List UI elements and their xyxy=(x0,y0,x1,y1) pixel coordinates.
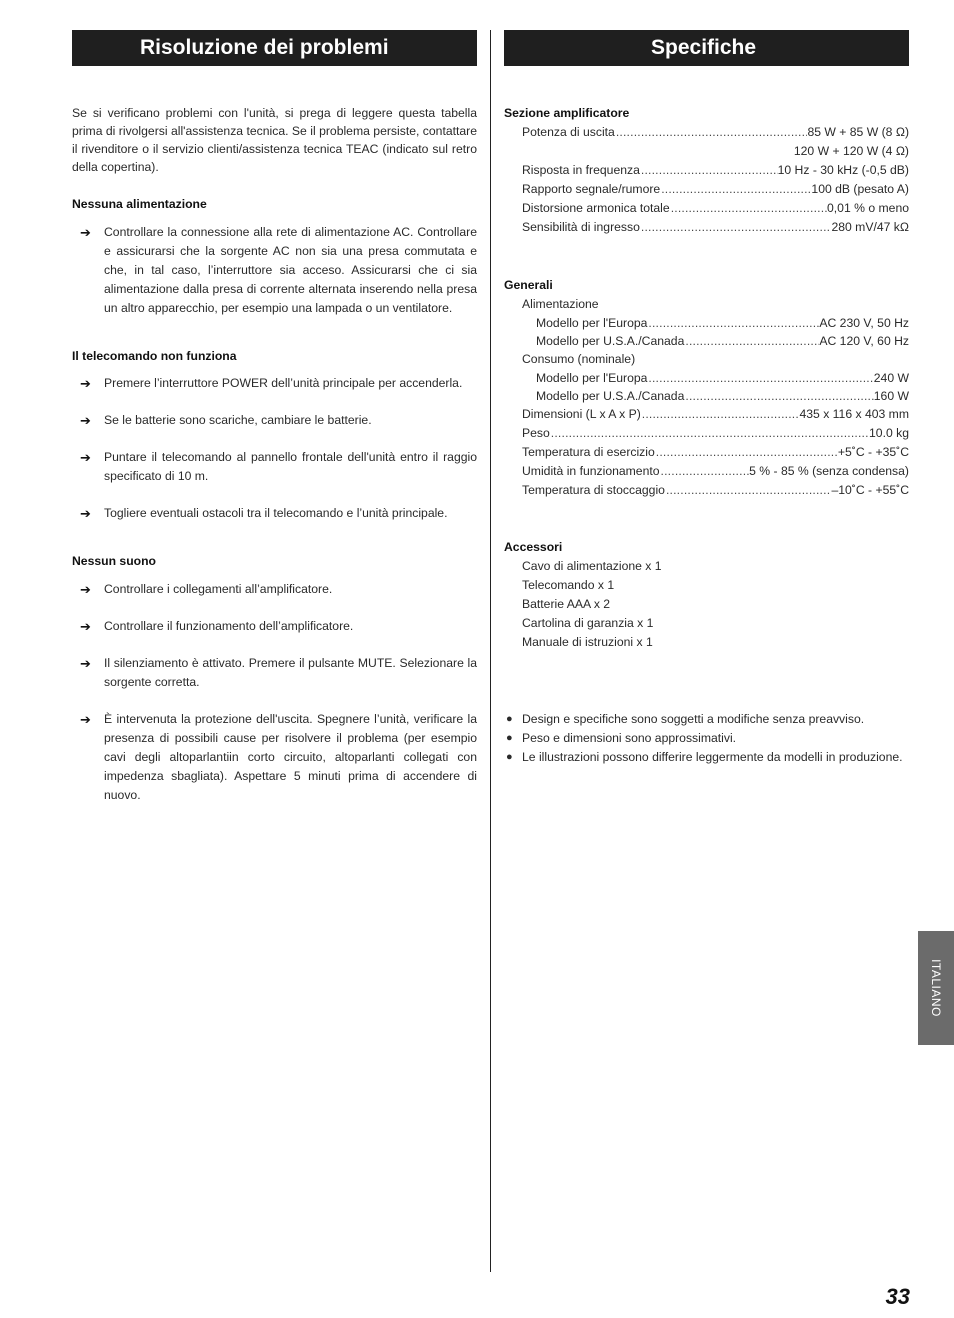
section-title-no-power: Nessuna alimentazione xyxy=(72,197,207,211)
leader-dots xyxy=(655,443,838,462)
spec-value: 240 W xyxy=(873,371,909,385)
specifications-title: Specifiche xyxy=(651,36,757,59)
item-text: Il silenziamento è attivato. Premere il pulsante MUTE. Selezionare la sorgente corretta. xyxy=(104,656,477,689)
spec-value: 5 % - 85 % (senza condensa) xyxy=(749,464,909,478)
accessory-item: Batterie AAA x 2 xyxy=(522,597,611,611)
list-item xyxy=(72,580,477,599)
section-title-remote: Il telecomando non funziona xyxy=(72,349,237,363)
section-title-accessories: Accessori xyxy=(504,540,563,554)
bullet-icon: ● xyxy=(506,751,513,763)
spec-value: AC 230 V, 50 Hz xyxy=(819,316,909,330)
item-text: È intervenuta la protezione dell'uscita. Spegnere l’unità, verificare la presenza di possibili cause per risolvere il problema (per esempio cavi degli altoparlantiin corto circuito, altoparlanti collegati con impedenza sbagliata). Aspettare 5 minuti prima di accendere di nuovo. xyxy=(104,712,477,802)
spec-value: 0,01 % o meno xyxy=(827,201,909,215)
troubleshooting-intro: Se si verificano problemi con l'unità, si prega di leggere questa tabella prima di rivolgersi all'assistenza tecnica. Se il problema persiste, contattare il rivenditore o il servizio clienti/assistenza tecnica TEAC (indicato sul retro della copertina). xyxy=(72,106,477,174)
bullet-icon: ● xyxy=(506,713,513,725)
list-item xyxy=(72,654,477,692)
section-title-amplifier: Sezione amplificatore xyxy=(504,106,630,120)
bullet-icon: ● xyxy=(506,732,513,744)
arrow-icon: ➔ xyxy=(80,376,91,391)
note-item xyxy=(504,710,909,729)
spec-label: Sensibilità di ingresso xyxy=(522,220,640,234)
language-label: ITALIANO xyxy=(929,959,943,1017)
list-item xyxy=(72,448,477,486)
spec-value: 280 mV/47 kΩ xyxy=(831,220,909,234)
spec-row xyxy=(504,218,909,237)
spec-label: Modello per U.S.A./Canada xyxy=(536,389,685,403)
specifications-column xyxy=(504,104,909,767)
spec-label: Rapporto segnale/rumore xyxy=(522,182,661,196)
note-item xyxy=(504,729,909,748)
arrow-icon: ➔ xyxy=(80,225,91,240)
leader-dots xyxy=(641,405,800,424)
power-label: Alimentazione xyxy=(522,297,599,311)
section-title-general: Generali xyxy=(504,278,553,292)
spec-label: Peso xyxy=(522,426,550,440)
accessory-item: Manuale di istruzioni x 1 xyxy=(522,635,653,649)
spec-label: Distorsione armonica totale xyxy=(522,201,670,215)
item-text: Premere l’interruttore POWER dell’unità principale per accenderla. xyxy=(104,376,463,390)
note-text: Peso e dimensioni sono approssimativi. xyxy=(522,731,737,745)
spec-row xyxy=(504,462,909,481)
spec-value: +5˚C - +35˚C xyxy=(837,445,909,459)
consumption-label: Consumo (nominale) xyxy=(522,352,636,366)
spec-value: –10˚C - +55˚C xyxy=(831,483,909,497)
leader-dots xyxy=(684,332,819,350)
leader-dots xyxy=(550,424,869,443)
item-text: Puntare il telecomando al pannello frontale dell'unità entro il raggio specificato di 10 m. xyxy=(104,450,477,483)
list-item xyxy=(72,710,477,805)
note-text: Le illustrazioni possono differire leggermente da modelli in produzione. xyxy=(522,750,903,764)
spec-value: 85 W + 85 W (8 Ω) xyxy=(807,125,909,139)
spec-row xyxy=(504,405,909,424)
leader-dots xyxy=(647,369,873,387)
spec-value: 10.0 kg xyxy=(869,426,909,440)
arrow-icon: ➔ xyxy=(80,656,91,671)
list-item xyxy=(72,374,477,393)
accessory-item: Cavo di alimentazione x 1 xyxy=(522,559,662,573)
accessory-item: Cartolina di garanzia x 1 xyxy=(522,616,654,630)
spec-label: Modello per l'Europa xyxy=(536,316,648,330)
leader-dots xyxy=(640,218,832,237)
leader-dots xyxy=(660,180,811,199)
item-text: Controllare la connessione alla rete di alimentazione AC. Controllare e assicurarsi che la sorgente AC non sia una presa commutata e che, in tal caso, l’interruttore sia acceso. Assicurarsi che ci sia alimentazione dalla presa di corrente alternata inserendo nella presa un altro apparecchio, per esempio una lampada o un ventilatore. xyxy=(104,225,477,315)
arrow-icon: ➔ xyxy=(80,619,91,634)
arrow-icon: ➔ xyxy=(80,506,91,521)
leader-dots xyxy=(647,314,819,332)
leader-dots xyxy=(684,387,873,405)
arrow-icon: ➔ xyxy=(80,413,91,428)
column-divider xyxy=(490,30,491,1272)
spec-value: 120 W + 120 W (4 Ω) xyxy=(793,144,909,158)
spec-label: Umidità in funzionamento xyxy=(522,464,660,478)
page-number: 33 xyxy=(885,1284,910,1309)
item-text: Togliere eventuali ostacoli tra il telecomando e l’unità principale. xyxy=(104,506,448,520)
spec-row xyxy=(504,314,909,332)
note-item xyxy=(504,748,909,767)
accessory-item: Telecomando x 1 xyxy=(522,578,615,592)
spec-value: 160 W xyxy=(873,389,909,403)
item-text: Controllare i collegamenti all’amplificatore. xyxy=(104,582,333,596)
spec-row xyxy=(504,199,909,218)
arrow-icon: ➔ xyxy=(80,450,91,465)
leader-dots xyxy=(665,481,831,500)
spec-value: 100 dB (pesato A) xyxy=(811,182,909,196)
spec-row xyxy=(504,443,909,462)
spec-label: Modello per U.S.A./Canada xyxy=(536,334,685,348)
spec-label: Temperatura di esercizio xyxy=(522,445,655,459)
spec-value: 435 x 116 x 403 mm xyxy=(799,407,909,421)
item-text: Controllare il funzionamento dell’amplificatore. xyxy=(104,619,354,633)
spec-row xyxy=(504,369,909,387)
spec-row xyxy=(504,424,909,443)
list-item xyxy=(72,504,477,523)
troubleshooting-column xyxy=(72,104,477,805)
arrow-icon: ➔ xyxy=(80,582,91,597)
leader-dots xyxy=(640,161,778,180)
list-item xyxy=(72,223,477,318)
spec-row xyxy=(504,142,909,161)
troubleshooting-header xyxy=(72,30,477,66)
spec-label: Risposta in frequenza xyxy=(522,163,640,177)
spec-row xyxy=(504,180,909,199)
spec-row xyxy=(504,161,909,180)
section-title-no-sound: Nessun suono xyxy=(72,554,156,568)
list-item xyxy=(72,411,477,430)
spec-label: Temperatura di stoccaggio xyxy=(522,483,665,497)
troubleshooting-title: Risoluzione dei problemi xyxy=(140,36,389,59)
spec-row xyxy=(504,481,909,500)
note-text: Design e specifiche sono soggetti a modifiche senza preavviso. xyxy=(522,712,865,726)
specifications-header xyxy=(504,30,909,66)
leader-dots xyxy=(670,199,827,218)
spec-row xyxy=(504,387,909,405)
spec-label: Dimensioni (L x A x P) xyxy=(522,407,641,421)
spec-value: AC 120 V, 60 Hz xyxy=(819,334,909,348)
spec-row xyxy=(504,123,909,142)
list-item xyxy=(72,617,477,636)
leader-dots xyxy=(615,123,808,142)
spec-value: 10 Hz - 30 kHz (-0,5 dB) xyxy=(777,163,909,177)
spec-row xyxy=(504,332,909,350)
spec-label: Modello per l'Europa xyxy=(536,371,648,385)
spec-label: Potenza di uscita xyxy=(522,125,615,139)
arrow-icon: ➔ xyxy=(80,712,91,727)
leader-dots xyxy=(660,462,750,481)
language-tab xyxy=(918,931,954,1045)
item-text: Se le batterie sono scariche, cambiare le batterie. xyxy=(104,413,372,427)
